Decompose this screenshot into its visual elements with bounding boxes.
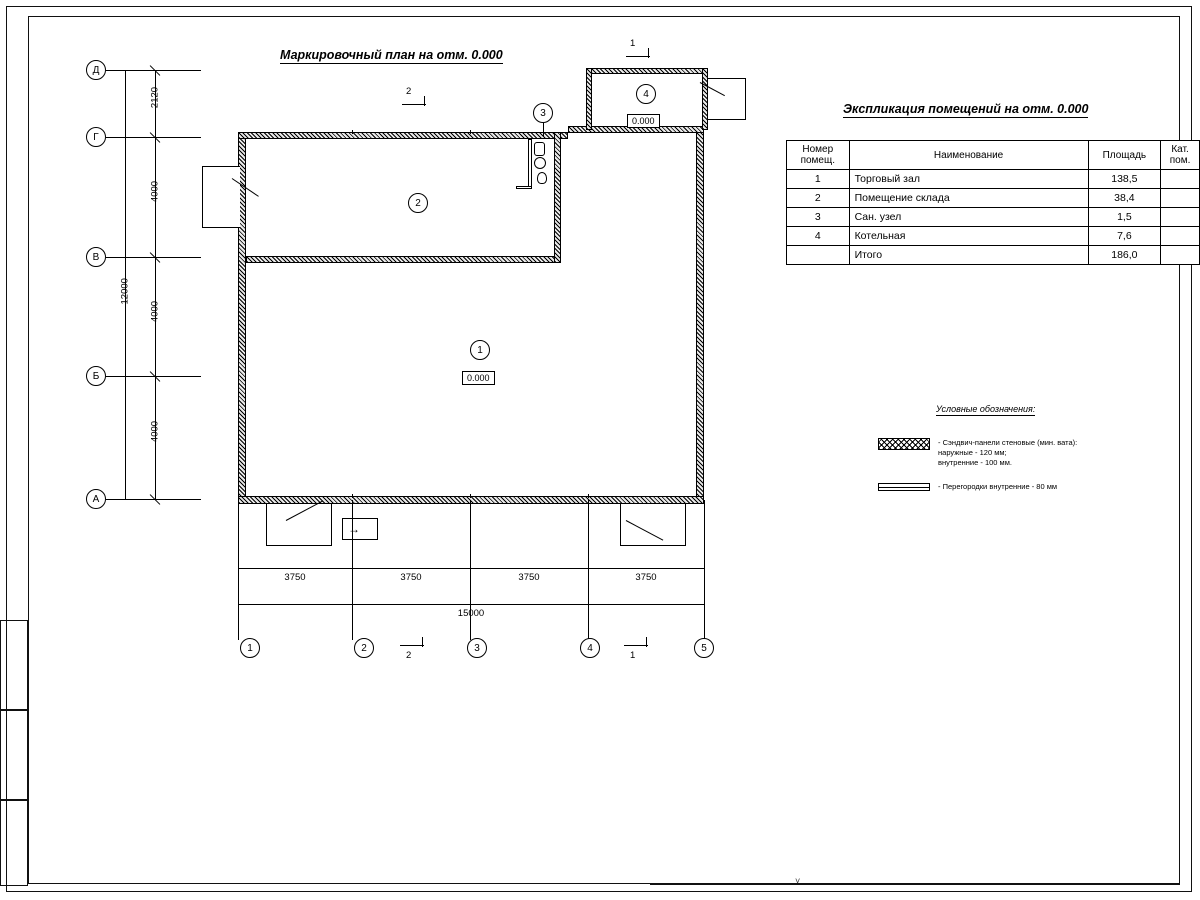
dim-horizontal-4: 3750 [635,572,657,583]
sheet-bottom-rule [650,884,1180,885]
cell-kat [1161,208,1200,227]
axis-bubble-v: В [86,247,106,267]
table-row [787,227,1200,246]
table-title: Экспликация помещений на отм. 0.000 [843,102,1089,116]
cell-area: 186,0 [1088,246,1161,265]
wall-store-right [554,132,561,263]
plan-title: Маркировочный план на отм. 0.000 [280,48,503,62]
section-mark-bottom-2-tick [422,637,423,647]
cell-number: 1 [787,170,850,189]
cell-name: Торговый зал [849,170,1088,189]
legend-sandwich-line1: - Сэндвич-панели стеновые (мин. вата): [938,438,1078,447]
room-tag-1: 1 [470,340,490,360]
wall-node-4 [352,130,353,134]
room-tag-2: 2 [408,193,428,213]
door-storage [202,166,240,228]
legend-partition-line1: - Перегородки внутренние - 80 мм [938,482,1058,491]
grid-line-4 [588,500,589,640]
legend-swatch-partition-icon [878,483,930,491]
axis-bubble-4: 4 [580,638,600,658]
table-row [787,189,1200,208]
grid-line-5 [704,500,705,640]
dim-chain-h [238,568,704,569]
cell-number [787,246,850,265]
cell-kat [1161,227,1200,246]
axis-bubble-2: 2 [354,638,374,658]
cell-number: 2 [787,189,850,208]
section-mark-bottom-2-label: 2 [406,650,412,661]
legend-sandwich-line3: внутренние - 100 мм. [938,458,1012,468]
door-boiler [708,78,746,120]
cell-name: Помещение склада [849,189,1088,208]
cell-area: 7,6 [1088,227,1161,246]
section-mark-bottom-1-line [624,645,648,646]
cell-name: Сан. узел [849,208,1088,227]
arrow-right-icon: → [348,522,360,536]
legend-sandwich-line2: наружные - 120 мм; [938,448,1007,458]
legend-swatch-sandwich-icon [878,438,930,450]
cell-number: 4 [787,227,850,246]
section-mark-bottom-1-label: 1 [630,650,636,661]
wall-node-3 [588,494,589,498]
legend-title: Условные обозначения: [936,404,1036,414]
header-kat: Кат. пом. [1161,141,1200,170]
dim-vertical-3: 4000 [149,300,161,323]
title-block-cell-3 [0,800,28,886]
door-entrance-left [266,504,332,546]
wall-node-5 [470,130,471,134]
grid-line-1 [238,500,239,640]
sheet-bottom-mark: ˅ [795,876,801,886]
wall-exterior-bottom [238,496,704,504]
dim-vertical-4: 4000 [149,420,161,443]
axis-bubble-5: 5 [694,638,714,658]
explication-table [786,140,1200,265]
cell-area: 138,5 [1088,170,1161,189]
wall-node-1 [352,494,353,498]
header-area: Площадь [1088,141,1161,170]
axis-bubble-d: Д [86,60,106,80]
wall-store-bottom [246,256,561,263]
title-block-cell-2 [0,710,28,800]
axis-bubble-a: А [86,489,106,509]
cell-kat [1161,189,1200,208]
dim-vertical-total: 12000 [119,278,131,305]
title-block-cell-1 [0,620,28,710]
axis-bubble-b: Б [86,366,106,386]
room-level-4: 0.000 [627,114,660,128]
legend-item-sandwich [878,438,1077,468]
room-tag-4: 4 [636,84,656,104]
wall-node-2 [470,494,471,498]
table-row-total [787,246,1200,265]
section-mark-bottom-1-tick [646,637,647,647]
axis-bubble-3: 3 [467,638,487,658]
axis-bubble-1: 1 [240,638,260,658]
dim-chain-total-v [125,300,126,500]
wc-toilet-icon [534,157,546,169]
dim-horizontal-1: 3750 [284,572,306,583]
wc-sink-icon [534,142,545,156]
room-tag-3: 3 [533,103,553,123]
cell-name: Итого [849,246,1088,265]
room-level-1: 0.000 [462,371,495,385]
axis-bubble-g: Г [86,127,106,147]
section-mark-top-2-line [402,104,426,105]
cell-area: 1,5 [1088,208,1161,227]
legend-item-partition [878,482,1057,492]
header-number: Номер помещ. [787,141,850,170]
section-mark-bottom-2-line [400,645,424,646]
section-mark-top-2-tick [424,96,425,106]
dim-horizontal-2: 3750 [400,572,422,583]
wc-bowl-icon [537,172,547,184]
section-mark-top-2-label: 2 [406,86,412,97]
dim-chain-total-v2 [125,70,126,300]
dim-chain-h-total [238,604,704,605]
cell-name: Котельная [849,227,1088,246]
dim-vertical-2: 4000 [149,180,161,203]
room-tag-3-leader [543,123,544,137]
grid-line-2 [352,500,353,640]
wall-exterior-top-left [238,132,568,139]
partition-wc-bottom [516,186,532,189]
grid-line-3 [470,500,471,640]
cell-number: 3 [787,208,850,227]
door-entrance-right [620,504,686,546]
dim-horizontal-3: 3750 [518,572,540,583]
table-header-row [787,141,1200,170]
partition-wc-left [528,139,532,189]
dim-horizontal-total: 15000 [457,608,485,619]
table-row [787,208,1200,227]
cell-area: 38,4 [1088,189,1161,208]
cell-kat [1161,170,1200,189]
cell-kat [1161,246,1200,265]
dim-vertical-1: 2120 [149,86,161,109]
section-mark-top-1-label: 1 [630,38,636,49]
wall-exterior-right [696,132,704,504]
section-mark-top-1-tick [648,48,649,58]
wall-boiler-left [586,68,592,130]
header-name: Наименование [849,141,1088,170]
section-mark-top-1-line [626,56,650,57]
wall-boiler-top [586,68,708,74]
table-row [787,170,1200,189]
